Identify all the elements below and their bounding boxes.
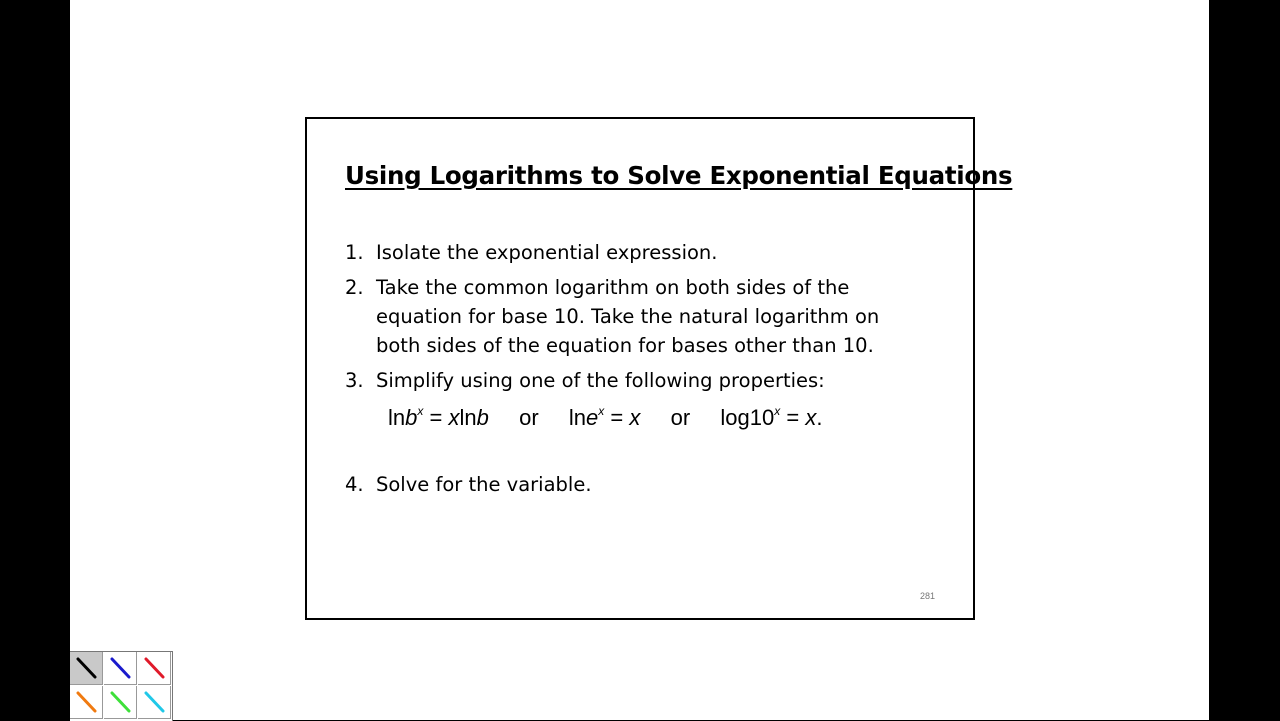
orange-pen-icon (70, 686, 103, 719)
red-pen-icon (138, 652, 171, 685)
property-2: lne$^x$ = x (568, 403, 641, 430)
step-number: 2. (345, 276, 364, 299)
red-pen-button[interactable] (138, 652, 171, 685)
or-separator: or (670, 405, 691, 430)
orange-pen-button[interactable] (70, 686, 103, 719)
or-separator: or (519, 405, 539, 430)
green-pen-icon (104, 686, 137, 719)
slide-page-number: 281 (919, 591, 935, 601)
step-number: 1. (345, 241, 364, 264)
green-pen-button[interactable] (104, 686, 137, 719)
cyan-pen-button[interactable] (138, 686, 171, 719)
slide-title: Using Logarithms to Solve Exponential Equations (345, 161, 1013, 190)
step-text: Solve for the variable. (376, 473, 592, 496)
step-number: 3. (345, 369, 364, 392)
step-text: Simplify using one of the following properties: (376, 369, 825, 392)
step-text-line-2: equation for base 10. Take the natural logarithm on (376, 305, 880, 328)
black-pen-icon (70, 652, 103, 685)
step-text-line-3: both sides of the equation for bases other than 10. (376, 334, 874, 357)
blue-pen-icon (104, 652, 137, 685)
pen-color-palette (70, 651, 173, 721)
whiteboard-canvas[interactable] (70, 0, 1209, 720)
step-text-line-1: Take the common logarithm on both sides of the (376, 276, 850, 299)
blue-pen-button[interactable] (104, 652, 137, 685)
black-pen-button[interactable] (70, 652, 103, 685)
property-3: $\log 10^x = x$. (720, 403, 823, 430)
slide (305, 117, 1013, 620)
log-properties-formula (388, 405, 822, 431)
step-text: Isolate the exponential expression. (376, 241, 718, 264)
property-1: lnb$^x$ = xlnb (388, 403, 489, 430)
step-number: 4. (345, 473, 364, 496)
cyan-pen-icon (138, 686, 171, 719)
